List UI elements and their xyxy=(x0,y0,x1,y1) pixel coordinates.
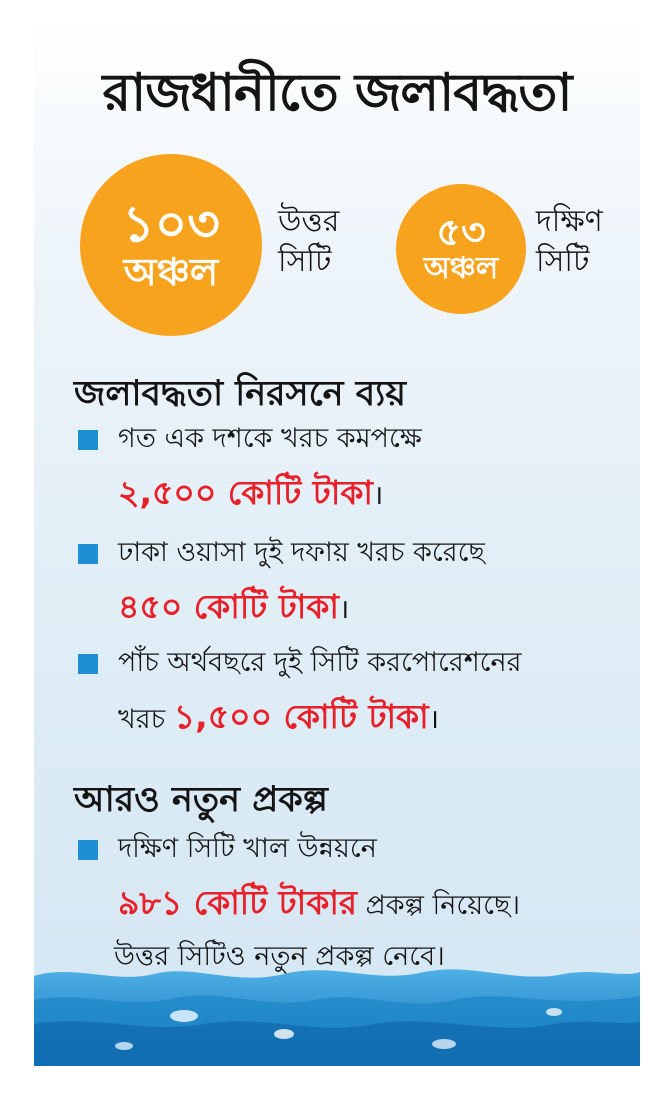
list-item-continuation: উত্তর সিটিও নতুন প্রকল্প নেবে। xyxy=(114,941,445,972)
list-item-text: দক্ষিণ সিটি খাল উন্নয়নে xyxy=(118,833,377,864)
south-city-label xyxy=(536,202,603,282)
list-item-amount: ৪৫০ কোটি টাকা xyxy=(118,587,339,626)
south-city-label-line1: দক্ষিণ xyxy=(536,204,603,239)
water-waves-image xyxy=(34,954,640,1066)
north-city-stat-circle xyxy=(80,154,262,336)
list-item-text: ঢাকা ওয়াসা দুই দফায় খরচ করেছে xyxy=(118,537,485,568)
section-heading-new-projects: আরও নতুন প্রকল্প xyxy=(74,780,328,820)
list-item xyxy=(74,526,624,637)
list-item-prefix: খরচ xyxy=(118,704,166,735)
bullet-square-icon xyxy=(78,430,98,450)
list-item-end: । xyxy=(372,480,384,511)
page-title: রাজধানীতে জলাবদ্ধতা xyxy=(102,63,572,123)
north-city-count: ১০৩ xyxy=(122,195,220,253)
list-item-end: । xyxy=(338,594,350,625)
list-item-text: পাঁচ অর্থবছরে দুই সিটি করপোরেশনের xyxy=(118,647,522,678)
list-item-end: । xyxy=(428,704,439,735)
bullet-square-icon xyxy=(78,544,98,564)
north-city-label-line2: সিটি xyxy=(278,244,332,279)
north-city-label xyxy=(278,202,339,282)
south-city-unit: অঞ্চল xyxy=(423,251,499,286)
infographic-card xyxy=(34,16,640,1066)
list-item xyxy=(74,822,624,933)
list-item-amount: ৯৮১ কোটি টাকার xyxy=(118,883,358,922)
bullet-square-icon xyxy=(78,654,98,674)
north-city-unit: অঞ্চল xyxy=(123,250,219,294)
list-item xyxy=(74,412,624,523)
list-item-rest: প্রকল্প নিয়েছে। xyxy=(365,890,521,921)
north-city-label-line1: উত্তর xyxy=(278,204,340,239)
south-city-count: ৫৩ xyxy=(436,210,486,254)
south-city-stat-circle xyxy=(396,184,526,314)
bullet-square-icon xyxy=(78,840,98,860)
list-item xyxy=(74,636,624,747)
section-heading-cost: জলাবদ্ধতা নিরসনে ব্যয় xyxy=(74,374,406,414)
list-item-amount: ১,৫০০ কোটি টাকা xyxy=(173,697,429,736)
list-item-amount: ২,৫০০ কোটি টাকা xyxy=(118,473,373,512)
list-item-text: গত এক দশকে খরচ কমপক্ষে xyxy=(118,423,422,454)
south-city-label-line2: সিটি xyxy=(536,244,590,279)
